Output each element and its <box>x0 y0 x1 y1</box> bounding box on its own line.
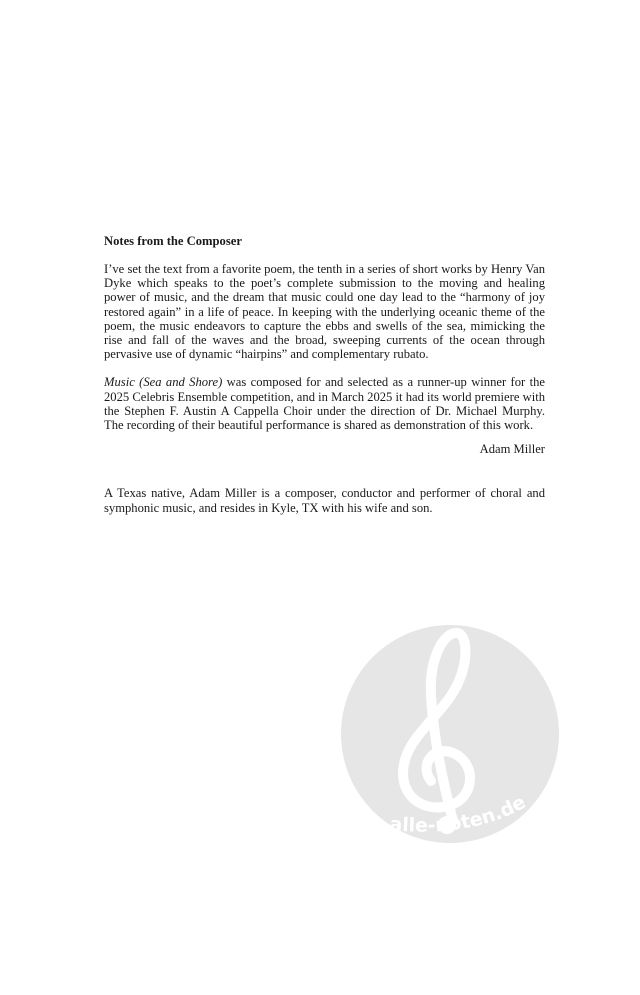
notes-paragraph-2-text: was composed for and selected as a runner-up winner for the 2025 Celebris Ensemble competition, and in March 2025 it had its world premiere with the Stephen F. Austin A Cappella Choir under the direction of Dr. Michael Murphy. The recording of their beautiful performance is shared as demonstration of this work. <box>104 375 545 433</box>
work-title: Music (Sea and Shore) <box>104 375 223 390</box>
notes-section <box>104 234 545 515</box>
watermark-logo <box>341 625 559 843</box>
composer-signature: Adam Miller <box>479 442 545 457</box>
watermark-text: alle-noten.de <box>388 791 530 837</box>
composer-bio: A Texas native, Adam Miller is a composer, conductor and performer of choral and symphonic music, and resides in Kyle, TX with his wife and son. <box>104 486 545 515</box>
notes-paragraph-1: I’ve set the text from a favorite poem, the tenth in a series of short works by Henry Van Dyke which speaks to the poet’s complete submission to the moving and healing power of music, and the dream that music could one day lead to the “harmony of joy restored again” in a life of peace. In keeping with the underlying oceanic theme of the poem, the music endeavors to capture the ebbs and swells of the sea, mimicking the rise and fall of the waves and the broad, sweeping currents of the ocean through pervasive use of dynamic “hairpins” and complementary rubato. <box>104 262 545 362</box>
notes-heading: Notes from the Composer <box>104 234 242 248</box>
notes-paragraph-2 <box>104 375 545 432</box>
